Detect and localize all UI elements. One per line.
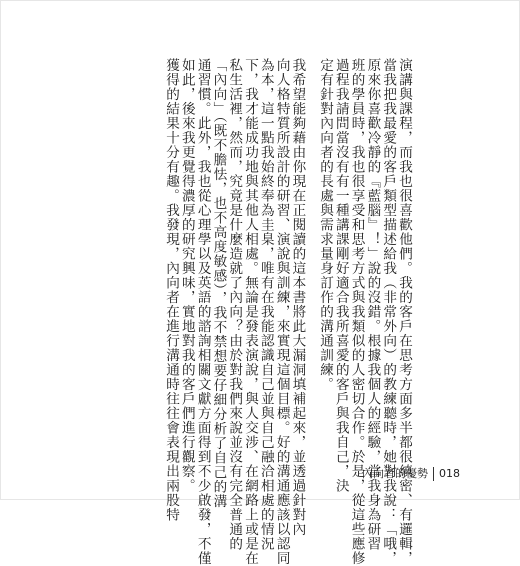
text-column: 「內向」（既不膽怯，也不高度敏感），我不禁想要仔細分析了自己的溝 [210, 58, 227, 509]
text-column: 演講與課程，而我也很喜歡他們。我的客戶在思考方面多半都很縝密、有邏輯， [396, 58, 412, 566]
text-column: 向人格特質所設計的研習、演說與訓練，來實現這個目標。好的溝通應該以認同 [273, 58, 290, 566]
text-column: 為本，這一點我始終奉為圭臬，唯有在我能認識自己並與自己融洽相處的情況 [257, 58, 274, 551]
text-column: 原來你喜歡冷靜的『藍腦』！」說的沒錯。根據我個人的經驗，當我身為研習 [364, 58, 381, 551]
text-column: 獲得的結果十分有趣。我發現，內向者在進行溝通時往往會表現出兩股特 [163, 58, 180, 522]
text-column: 如此，後來我更覺得濃厚的研究興味，實地對我的客戶們進行觀察。 [178, 58, 195, 493]
page-number: 018 [439, 467, 460, 480]
text-column: 通習慣。此外，我也從心理學以及英語的諮詢相關文獻方面得到不少啟發，不僅 [194, 58, 211, 566]
text-column: 我希望能夠藉由你現在正閱讀的這本書將此大漏洞填補起來，並透過針對內 [289, 58, 306, 537]
text-column: 定有針對內向者的長處與需求量身訂作的溝通訓練。 [317, 58, 334, 392]
text-column: 過程我請問當沒有有一種講課剛好適合我所喜愛的客戶與我自己，決 [332, 58, 349, 493]
text-column: 下，我才能成功地與其他人相處。無論是發表演說，與人交涉、在網路上或是在 [242, 58, 259, 566]
text-column: 班的學員時，我也很享受和思考方式與我類似的人密切合作。於是，從這些應修 [348, 58, 365, 566]
text-column: 私生活裡，然而，究竟是什麼造就了內向？由於對我們來說並沒有完全普通的 [226, 58, 243, 551]
running-footer-title: 內向者的優勢 [362, 467, 434, 481]
paragraph-gap [305, 58, 315, 428]
page-footer [362, 467, 460, 481]
text-column: 當我把我最愛的客戶類型描述給我（非常外向）的教練聽時，她對我說：「哦， [380, 58, 397, 566]
